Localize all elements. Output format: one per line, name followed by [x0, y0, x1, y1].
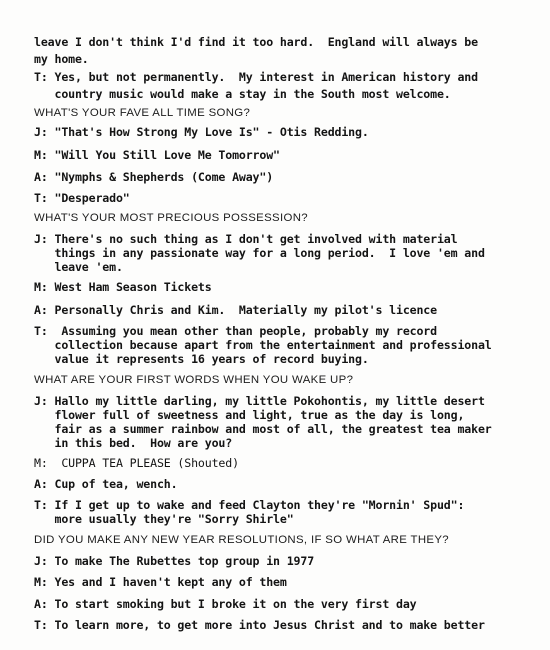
answer-line: T: "Desperado"	[34, 191, 130, 205]
answer-line: T: To learn more, to get more into Jesus Christ and to make better	[34, 618, 485, 632]
answer-line: A: "Nymphs & Shepherds (Come Away")	[34, 170, 274, 184]
answer-line: M: "Will You Still Love Me Tomorrow"	[34, 148, 280, 162]
answer-line: things in any passionate way for a long period. I love 'em and	[34, 246, 485, 260]
answer-line: J: To make The Rubettes top group in 1977	[34, 554, 315, 568]
question-heading: DID YOU MAKE ANY NEW YEAR RESOLUTIONS, IF SO WHAT ARE THEY?	[34, 534, 449, 546]
answer-line: J: Hallo my little darling, my little Pokohontis, my little desert	[34, 394, 485, 408]
answer-line: leave 'em.	[34, 260, 123, 274]
answer-line: M: CUPPA TEA PLEASE (Shouted)	[34, 456, 239, 470]
question-heading: WHAT'S YOUR MOST PRECIOUS POSSESSION?	[34, 212, 308, 224]
answer-line: more usually they're "Sorry Shirle"	[34, 512, 294, 526]
answer-line: J: "That's How Strong My Love Is" - Otis Redding.	[34, 125, 369, 139]
answer-line: M: Yes and I haven't kept any of them	[34, 575, 287, 589]
answer-line: A: To start smoking but I broke it on the very first day	[34, 597, 417, 611]
answer-line: T: Assuming you mean other than people, probably my record	[34, 324, 437, 338]
answer-line: A: Cup of tea, wench.	[34, 477, 178, 491]
answer-line: J: There's no such thing as I don't get involved with material	[34, 232, 458, 246]
question-heading: WHAT ARE YOUR FIRST WORDS WHEN YOU WAKE UP?	[34, 374, 354, 386]
question-heading: WHAT'S YOUR FAVE ALL TIME SONG?	[34, 107, 251, 119]
text-line: T: Yes, but not permanently. My interest in American history and	[34, 70, 478, 84]
answer-line: collection because apart from the entertainment and professional	[34, 338, 492, 352]
answer-line: in this bed. How are you?	[34, 436, 233, 450]
text-line: country music would make a stay in the South most welcome.	[34, 87, 451, 101]
text-line: my home.	[34, 52, 89, 66]
answer-line: fair as a summer rainbow and most of all, the greatest tea maker	[34, 422, 492, 436]
answer-line: flower full of sweetness and light, true as the day is long,	[34, 408, 465, 422]
answer-line: T: If I get up to wake and feed Clayton they're "Mornin' Spud":	[34, 498, 465, 512]
answer-line: A: Personally Chris and Kim. Materially my pilot's licence	[34, 303, 437, 317]
text-line: leave I don't think I'd find it too hard. England will always be	[34, 35, 478, 49]
answer-line: value it represents 16 years of record buying.	[34, 352, 369, 366]
answer-line: M: West Ham Season Tickets	[34, 280, 212, 294]
